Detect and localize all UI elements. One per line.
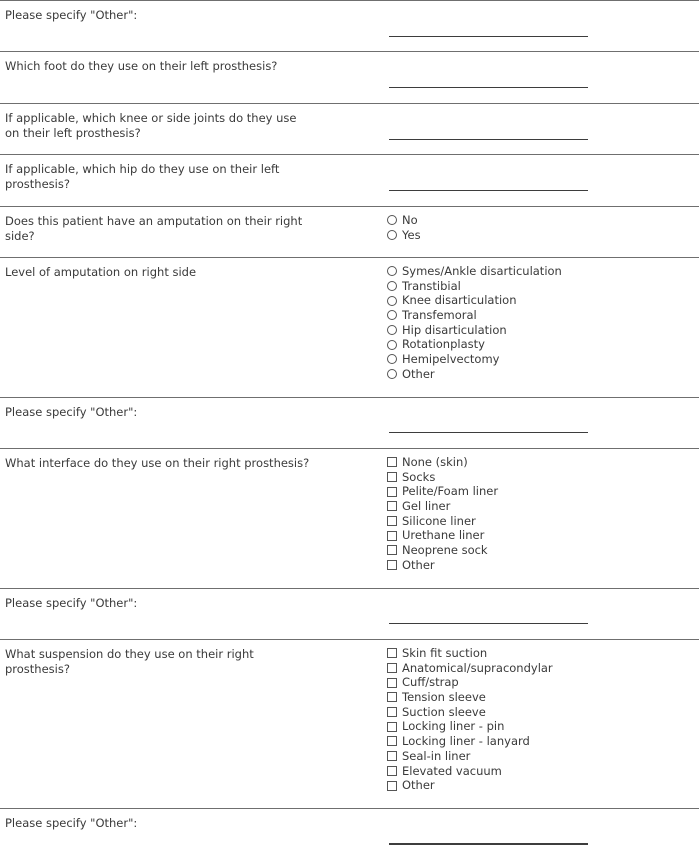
left-hip-input[interactable]: [389, 190, 588, 191]
checkbox-icon[interactable]: [387, 648, 397, 658]
checkbox-option-elevated-vacuum[interactable]: Elevated vacuum: [387, 764, 553, 779]
right-interface-checkbox-group: [387, 455, 498, 573]
checkbox-option-suction-sleeve[interactable]: Suction sleeve: [387, 705, 553, 720]
checkbox-option-gel-liner[interactable]: Gel liner: [387, 499, 498, 514]
form-row-left-knee: [0, 103, 699, 155]
question-label: Please specify "Other":: [5, 405, 138, 419]
form-row-other-specify-4: [0, 808, 699, 845]
checkbox-icon[interactable]: [387, 501, 397, 511]
right-amputation-radio-group: [387, 213, 421, 242]
checkbox-icon[interactable]: [387, 678, 397, 688]
checkbox-icon[interactable]: [387, 457, 397, 467]
checkbox-option-socks[interactable]: Socks: [387, 470, 498, 485]
left-knee-input[interactable]: [389, 139, 588, 140]
checkbox-icon[interactable]: [387, 766, 397, 776]
checkbox-icon[interactable]: [387, 692, 397, 702]
form-row-amputation-level: [0, 257, 699, 398]
radio-circle-icon[interactable]: [387, 369, 397, 379]
radio-option-symes-ankle[interactable]: Symes/Ankle disarticulation: [387, 264, 562, 279]
question-label: Does this patient have an amputation on their right side?: [5, 214, 303, 243]
radio-circle-icon[interactable]: [387, 325, 397, 335]
question-label: Please specify "Other":: [5, 596, 138, 610]
question-label: If applicable, which knee or side joints do they use on their left prosthesis?: [5, 111, 297, 140]
checkbox-option-pelite-foam-liner[interactable]: Pelite/Foam liner: [387, 484, 498, 499]
radio-circle-icon[interactable]: [387, 281, 397, 291]
checkbox-option-anatomical-supracondylar[interactable]: Anatomical/supracondylar: [387, 661, 553, 676]
form-row-left-foot: [0, 51, 699, 103]
radio-circle-icon[interactable]: [387, 354, 397, 364]
checkbox-icon[interactable]: [387, 545, 397, 555]
checkbox-option-locking-liner-pin[interactable]: Locking liner - pin: [387, 719, 553, 734]
radio-option-no[interactable]: No: [387, 213, 421, 228]
amputation-level-radio-group: [387, 264, 562, 382]
checkbox-icon[interactable]: [387, 531, 397, 541]
radio-option-other[interactable]: Other: [387, 367, 562, 382]
checkbox-option-neoprene-sock[interactable]: Neoprene sock: [387, 543, 498, 558]
checkbox-icon[interactable]: [387, 560, 397, 570]
radio-option-hip-disarticulation[interactable]: Hip disarticulation: [387, 323, 562, 338]
radio-option-knee-disarticulation[interactable]: Knee disarticulation: [387, 293, 562, 308]
checkbox-option-skin-fit-suction[interactable]: Skin fit suction: [387, 646, 553, 661]
left-foot-input[interactable]: [389, 87, 588, 88]
question-label: Which foot do they use on their left prosthesis?: [5, 59, 278, 73]
radio-circle-icon[interactable]: [387, 266, 397, 276]
radio-option-hemipelvectomy[interactable]: Hemipelvectomy: [387, 352, 562, 367]
question-label: If applicable, which hip do they use on their left prosthesis?: [5, 162, 280, 191]
checkbox-option-none-skin[interactable]: None (skin): [387, 455, 498, 470]
checkbox-option-other[interactable]: Other: [387, 778, 553, 793]
checkbox-icon[interactable]: [387, 707, 397, 717]
other-specify-input-1[interactable]: [389, 36, 588, 37]
question-label: Level of amputation on right side: [5, 265, 197, 279]
checkbox-option-cuff-strap[interactable]: Cuff/strap: [387, 675, 553, 690]
radio-option-transfemoral[interactable]: Transfemoral: [387, 308, 562, 323]
radio-circle-icon[interactable]: [387, 230, 397, 240]
question-label: What suspension do they use on their right prosthesis?: [5, 647, 254, 676]
question-label: Please specify "Other":: [5, 816, 138, 830]
radio-option-transtibial[interactable]: Transtibial: [387, 279, 562, 294]
checkbox-icon[interactable]: [387, 736, 397, 746]
checkbox-option-urethane-liner[interactable]: Urethane liner: [387, 528, 498, 543]
checkbox-icon[interactable]: [387, 722, 397, 732]
checkbox-icon[interactable]: [387, 516, 397, 526]
checkbox-icon[interactable]: [387, 751, 397, 761]
checkbox-icon[interactable]: [387, 781, 397, 791]
question-label: Please specify "Other":: [5, 8, 138, 22]
form-row-right-amputation: [0, 206, 699, 258]
right-suspension-checkbox-group: [387, 646, 553, 793]
form-row-left-hip: [0, 154, 699, 207]
radio-option-rotationplasty[interactable]: Rotationplasty: [387, 337, 562, 352]
form-row-right-suspension: [0, 639, 699, 809]
checkbox-option-seal-in-liner[interactable]: Seal-in liner: [387, 749, 553, 764]
checkbox-option-silicone-liner[interactable]: Silicone liner: [387, 514, 498, 529]
checkbox-option-tension-sleeve[interactable]: Tension sleeve: [387, 690, 553, 705]
radio-circle-icon[interactable]: [387, 310, 397, 320]
radio-circle-icon[interactable]: [387, 296, 397, 306]
form-row-other-specify-3: [0, 588, 699, 640]
form-row-other-specify-2: [0, 397, 699, 449]
radio-circle-icon[interactable]: [387, 340, 397, 350]
question-label: What interface do they use on their right prosthesis?: [5, 456, 310, 470]
form-row-right-interface: [0, 448, 699, 589]
radio-circle-icon[interactable]: [387, 215, 397, 225]
checkbox-option-locking-liner-lanyard[interactable]: Locking liner - lanyard: [387, 734, 553, 749]
checkbox-option-other[interactable]: Other: [387, 558, 498, 573]
radio-option-yes[interactable]: Yes: [387, 228, 421, 243]
form-row-other-specify-1: [0, 0, 699, 52]
checkbox-icon[interactable]: [387, 472, 397, 482]
other-specify-input-3[interactable]: [389, 623, 588, 624]
checkbox-icon[interactable]: [387, 663, 397, 673]
checkbox-icon[interactable]: [387, 487, 397, 497]
other-specify-input-2[interactable]: [389, 432, 588, 433]
